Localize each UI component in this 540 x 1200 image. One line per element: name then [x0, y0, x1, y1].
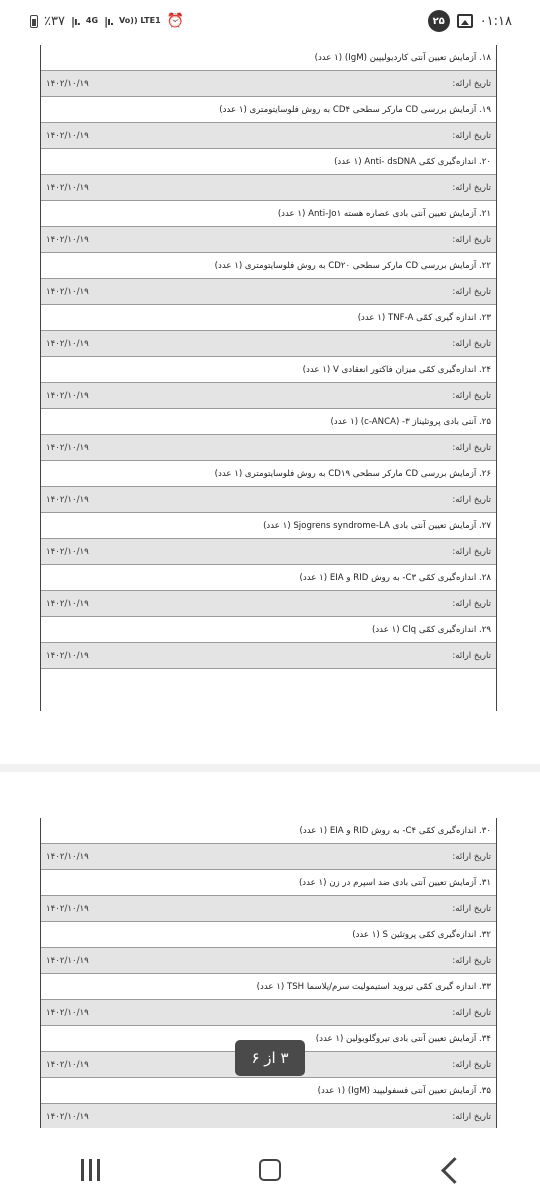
document-page: [40, 818, 497, 1128]
date-label: تاریخ ارائه:: [452, 130, 491, 141]
test-name: ۱۹. آزمایش بررسی CD مارکر سطحی CD۴ به روش فلوسایتومتری (۱ عدد): [219, 104, 491, 115]
test-name: ۳۰. اندازه‌گیری کمّی C۴- به روش RID و EIA (۱ عدد): [299, 825, 491, 836]
date-row: [41, 539, 496, 565]
date-label: تاریخ ارائه:: [452, 1059, 491, 1070]
test-row: [41, 818, 496, 844]
date-row: [41, 123, 496, 149]
test-row: [41, 97, 496, 123]
test-name: ۲۹. اندازه‌گیری کمّی Clq (۱ عدد): [372, 624, 491, 635]
test-name: ۳۵. آزمایش تعیین آنتی فسفولیپید (IgM) (۱ عدد): [317, 1085, 491, 1096]
date-value: ۱۴۰۲/۱۰/۱۹: [46, 338, 89, 349]
date-value: ۱۴۰۲/۱۰/۱۹: [46, 182, 89, 193]
date-value: ۱۴۰۲/۱۰/۱۹: [46, 598, 89, 609]
date-label: تاریخ ارائه:: [452, 390, 491, 401]
date-row: [41, 643, 496, 669]
date-value: ۱۴۰۲/۱۰/۱۹: [46, 390, 89, 401]
date-value: ۱۴۰۲/۱۰/۱۹: [46, 286, 89, 297]
date-label: تاریخ ارائه:: [452, 1007, 491, 1018]
test-row: [41, 922, 496, 948]
test-name: ۳۲. اندازه‌گیری کمّی پروتئین S (۱ عدد): [352, 929, 491, 940]
test-name: ۱۸. آزمایش تعیین آنتی کاردیولیپین (IgM) (۱ عدد): [314, 52, 491, 63]
page-indicator: ۳ از ۶: [235, 1040, 305, 1076]
date-value: ۱۴۰۲/۱۰/۱۹: [46, 650, 89, 661]
test-row: [41, 45, 496, 71]
date-label: تاریخ ارائه:: [452, 955, 491, 966]
clock: ۰۱:۱۸: [479, 13, 512, 29]
date-row: [41, 71, 496, 97]
date-row: [41, 948, 496, 974]
date-value: ۱۴۰۲/۱۰/۱۹: [46, 130, 89, 141]
date-value: ۱۴۰۲/۱۰/۱۹: [46, 78, 89, 89]
date-label: تاریخ ارائه:: [452, 78, 491, 89]
test-name: ۲۴. اندازه‌گیری کمّی میزان فاکتور انعقادی V (۱ عدد): [302, 364, 491, 375]
date-row: [41, 896, 496, 922]
test-name: ۲۶. آزمایش بررسی CD مارکر سطحی CD۱۹ به روش فلوسایتومتری (۱ عدد): [214, 468, 491, 479]
test-row: [41, 201, 496, 227]
test-name: ۳۴. آزمایش تعیین آنتی بادی تیروگلوبولین (۱ عدد): [315, 1033, 491, 1044]
test-row: [41, 974, 496, 1000]
status-left-group: [30, 13, 184, 29]
date-label: تاریخ ارائه:: [452, 442, 491, 453]
date-value: ۱۴۰۲/۱۰/۱۹: [46, 546, 89, 557]
date-label: تاریخ ارائه:: [452, 1111, 491, 1122]
test-list: [41, 45, 496, 669]
date-value: ۱۴۰۲/۱۰/۱۹: [46, 1059, 89, 1070]
date-value: ۱۴۰۲/۱۰/۱۹: [46, 234, 89, 245]
test-row: [41, 305, 496, 331]
date-row: [41, 383, 496, 409]
home-icon: [259, 1159, 281, 1181]
test-name: ۳۳. اندازه گیری کمّی تیروید استیمولیت سرم/پلاسما TSH (۱ عدد): [256, 981, 491, 992]
date-row: [41, 227, 496, 253]
test-name: ۲۳. اندازه گیری کمّی TNF-A (۱ عدد): [357, 312, 491, 323]
date-row: [41, 1104, 496, 1128]
status-right-group: [428, 10, 512, 32]
image-icon: [457, 14, 473, 28]
test-name: ۲۸. اندازه‌گیری کمّی C۳- به روش RID و EIA (۱ عدد): [299, 572, 491, 583]
date-row: [41, 487, 496, 513]
test-row: [41, 149, 496, 175]
date-value: ۱۴۰۲/۱۰/۱۹: [46, 851, 89, 862]
test-row: [41, 617, 496, 643]
date-row: [41, 1000, 496, 1026]
recents-button[interactable]: [60, 1145, 120, 1195]
recents-icon: [81, 1159, 100, 1181]
date-value: ۱۴۰۲/۱۰/۱۹: [46, 903, 89, 914]
date-value: ۱۴۰۲/۱۰/۱۹: [46, 1007, 89, 1018]
test-row: [41, 461, 496, 487]
date-row: [41, 591, 496, 617]
date-row: [41, 175, 496, 201]
signal-icon-2: |ı.: [104, 14, 114, 28]
date-row: [41, 844, 496, 870]
test-name: ۲۷. آزمایش تعیین آنتی بادی Sjogrens syndrome-LA (۱ عدد): [263, 520, 491, 531]
date-label: تاریخ ارائه:: [452, 494, 491, 505]
date-label: تاریخ ارائه:: [452, 546, 491, 557]
status-bar: [0, 0, 540, 42]
test-row: [41, 253, 496, 279]
date-label: تاریخ ارائه:: [452, 338, 491, 349]
date-label: تاریخ ارائه:: [452, 598, 491, 609]
test-name: ۳۱. آزمایش تعیین آنتی بادی ضد اسپرم در زن (۱ عدد): [298, 877, 491, 888]
date-value: ۱۴۰۲/۱۰/۱۹: [46, 494, 89, 505]
test-list: [41, 818, 496, 1128]
test-name: ۲۰. اندازه‌گیری کمّی Anti- dsDNA (۱ عدد): [334, 156, 491, 167]
date-value: ۱۴۰۲/۱۰/۱۹: [46, 1111, 89, 1122]
test-row: [41, 565, 496, 591]
test-row: [41, 357, 496, 383]
home-button[interactable]: [240, 1145, 300, 1195]
back-icon: [441, 1157, 468, 1184]
test-row: [41, 870, 496, 896]
date-row: [41, 331, 496, 357]
test-name: ۲۲. آزمایش بررسی CD مارکر سطحی CD۲۰ به روش فلوسایتومتری (۱ عدد): [214, 260, 491, 271]
test-name: ۲۵. آنتی بادی پروتئیناز ۳- (c-ANCA) (۱ عدد): [330, 416, 491, 427]
date-label: تاریخ ارائه:: [452, 286, 491, 297]
date-row: [41, 279, 496, 305]
date-label: تاریخ ارائه:: [452, 650, 491, 661]
date-label: تاریخ ارائه:: [452, 903, 491, 914]
date-label: تاریخ ارائه:: [452, 851, 491, 862]
test-row: [41, 409, 496, 435]
test-name: ۲۱. آزمایش تعیین آنتی بادی عصاره هسته Anti-Jo۱ (۱ عدد): [277, 208, 491, 219]
date-value: ۱۴۰۲/۱۰/۱۹: [46, 442, 89, 453]
back-button[interactable]: [420, 1145, 480, 1195]
signal-icon: |ı.: [70, 14, 80, 28]
battery-icon: [30, 15, 38, 28]
network-type: 4G: [85, 16, 99, 25]
navigation-bar: [0, 1140, 540, 1200]
alarm-icon: ⏰: [166, 13, 185, 29]
test-row: [41, 513, 496, 539]
battery-percent: ٪۳۷: [44, 13, 65, 29]
date-value: ۱۴۰۲/۱۰/۱۹: [46, 955, 89, 966]
date-label: تاریخ ارائه:: [452, 182, 491, 193]
notification-badge: ۲۵: [428, 10, 450, 32]
date-row: [41, 435, 496, 461]
date-label: تاریخ ارائه:: [452, 234, 491, 245]
lte-indicator: Vo)) LTE1: [119, 16, 161, 25]
document-page: [40, 45, 497, 711]
test-row: [41, 1078, 496, 1104]
page-separator: [0, 764, 540, 772]
